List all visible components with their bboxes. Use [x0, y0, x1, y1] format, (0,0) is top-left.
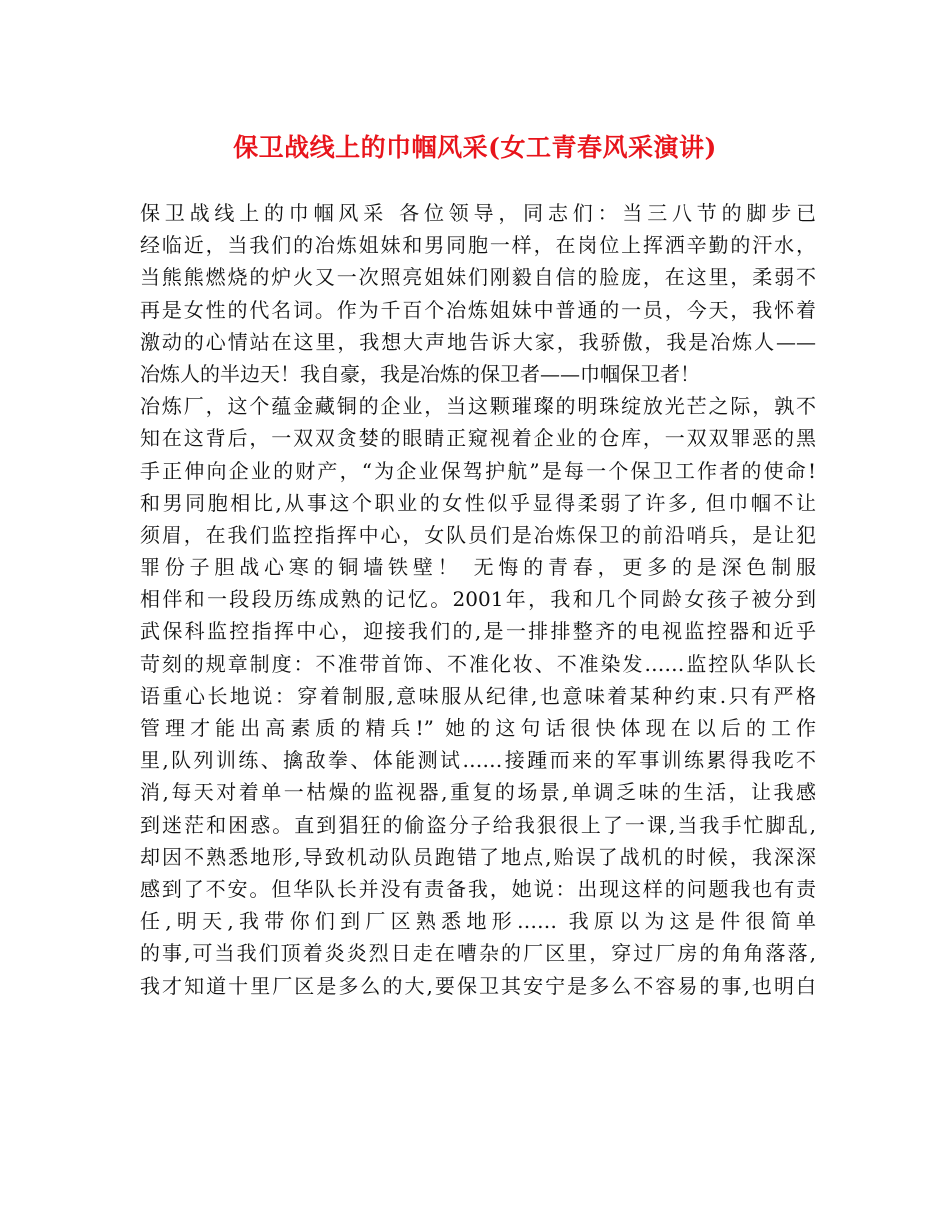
body-line: 罪份子胆战心寒的铜墙铁壁！ 无悔的青春，更多的是深色制服	[140, 555, 816, 580]
body-line: 管理才能出高素质的精兵!” 她的这句话很快体现在以后的工作	[140, 716, 816, 740]
body-line: 里,队列训练、擒敌拳、体能测试……接踵而来的军事训练累得我吃不	[140, 748, 816, 773]
body-line: 须眉，在我们监控指挥中心，女队员们是冶炼保卫的前沿哨兵，是让犯	[140, 522, 816, 547]
body-line: 再是女性的代名词。作为千百个冶炼姐妹中普通的一员，今天，我怀着	[140, 297, 816, 322]
body-line: 相伴和一段段历练成熟的记忆。2001年，我和几个同龄女孩子被分到	[140, 587, 816, 612]
body-line: 任,明天,我带你们到厂区熟悉地形…… 我原以为这是件很简单	[140, 909, 816, 934]
body-line: 保卫战线上的巾帼风采 各位领导，同志们：当三八节的脚步已	[140, 201, 816, 225]
body-line: 冶炼厂，这个蕴金藏铜的企业，当这颗璀璨的明珠绽放光芒之际，孰不	[140, 394, 816, 419]
body-line: 感到了不安。但华队长并没有责备我，她说：出现这样的问题我也有责	[140, 876, 816, 901]
document-title: 保卫战线上的巾帼风采(女工青春风采演讲)	[233, 133, 717, 162]
body-line: 手正伸向企业的财产，“为企业保驾护航”是每一个保卫工作者的使命!	[140, 458, 816, 483]
body-line: 经临近，当我们的冶炼姐妹和男同胞一样，在岗位上挥洒辛勤的汗水，	[140, 233, 816, 258]
body-line: 到迷茫和困惑。直到猖狂的偷盗分子给我狠很上了一课,当我手忙脚乱,	[140, 812, 816, 837]
body-line: 的事,可当我们顶着炎炎烈日走在嘈杂的厂区里，穿过厂房的角角落落,	[140, 941, 816, 966]
body-line: 当熊熊燃烧的炉火又一次照亮姐妹们刚毅自信的脸庞，在这里，柔弱不	[140, 265, 816, 290]
body-line: 我才知道十里厂区是多么的大,要保卫其安宁是多么不容易的事,也明白	[140, 973, 816, 998]
body-line: 知在这背后，一双双贪婪的眼睛正窥视着企业的仓库，一双双罪恶的黑	[140, 426, 816, 451]
body-line: 激动的心情站在这里，我想大声地告诉大家，我骄傲，我是冶炼人——	[140, 329, 816, 354]
body-line: 和男同胞相比,从事这个职业的女性似乎显得柔弱了许多, 但巾帼不让	[140, 490, 816, 515]
body-line: 武保科监控指挥中心，迎接我们的,是一排排整齐的电视监控器和近乎	[140, 619, 816, 644]
body-line: 苛刻的规章制度：不准带首饰、不准化妆、不准染发……监控队华队长	[140, 651, 816, 676]
body-line: 消,每天对着单一枯燥的监视器,重复的场景,单调乏味的生活，让我感	[140, 780, 816, 805]
document-body	[140, 197, 816, 1002]
body-line: 却因不熟悉地形,导致机动队员跑错了地点,贻误了战机的时候，我深深	[140, 844, 816, 869]
body-line: 冶炼人的半边天！我自豪，我是冶炼的保卫者——巾帼保卫者！	[140, 361, 700, 386]
body-line: 语重心长地说：穿着制服,意味服从纪律,也意味着某种约束.只有严格	[140, 683, 816, 708]
